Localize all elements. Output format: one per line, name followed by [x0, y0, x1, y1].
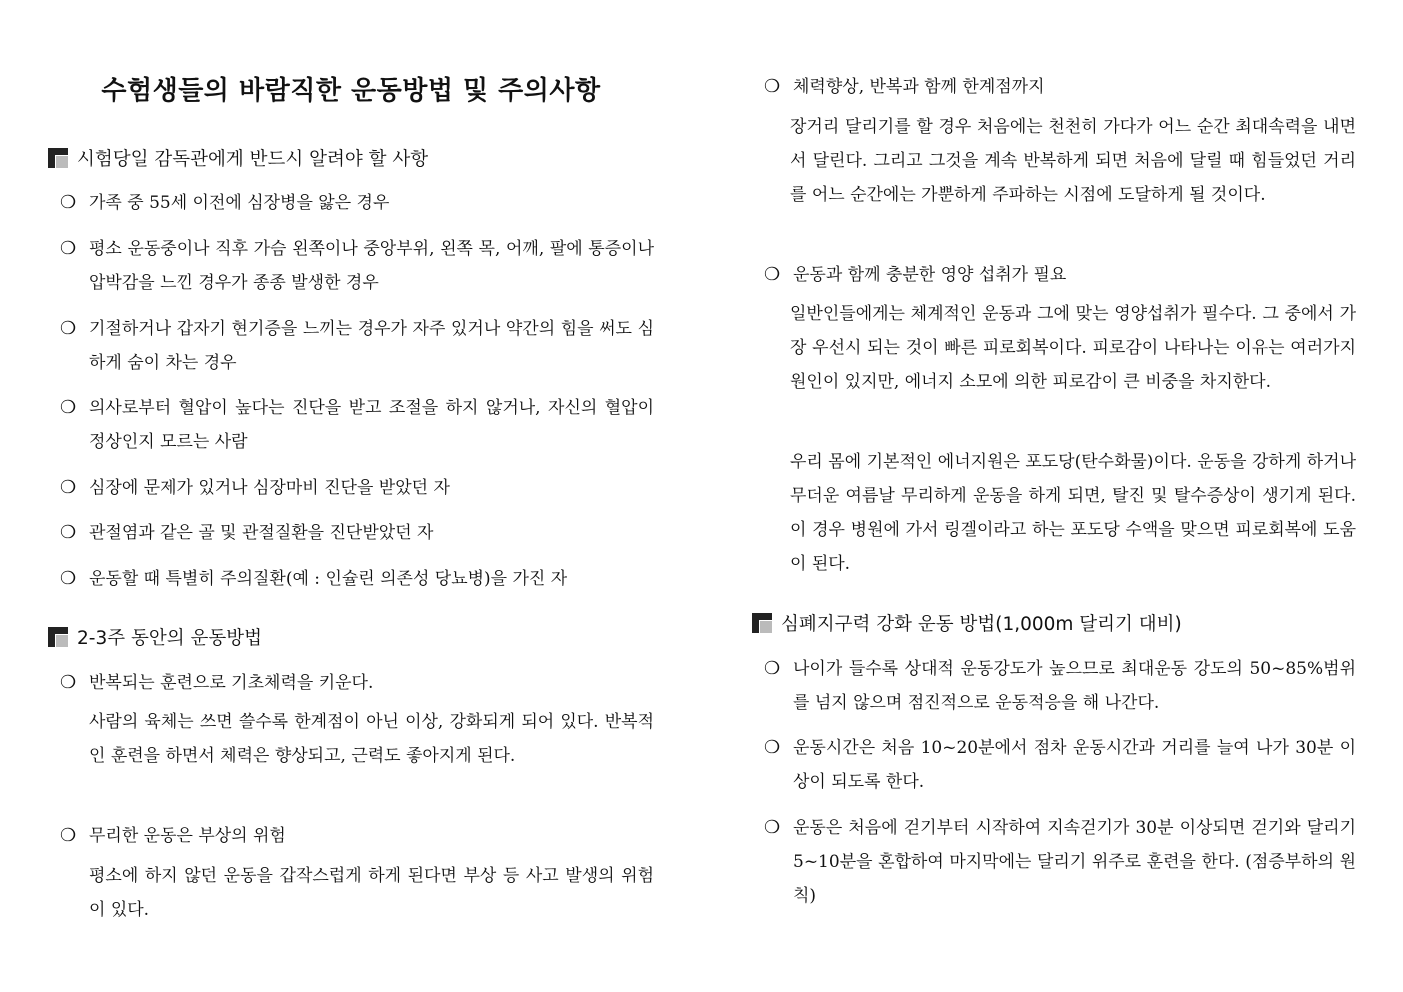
square-bullet-icon [48, 148, 68, 168]
list-item [764, 652, 1356, 720]
list-item-text: 운동할 때 특별히 주의질환(예 : 인슐린 의존성 당뇨병)을 가진 자 [89, 569, 568, 589]
list-item-text: 심장에 문제가 있거나 심장마비 진단을 받았던 자 [89, 478, 450, 498]
list-item [60, 232, 654, 300]
circle-bullet-icon: ❍ [60, 825, 77, 846]
list-item-text: 운동시간은 처음 10~20분에서 점차 운동시간과 거리를 늘여 나가 30분 이상이 되도록 한다. [793, 738, 1356, 792]
list-item-title: 반복되는 훈련으로 기초체력을 키운다. [89, 673, 374, 693]
list-item [60, 666, 654, 700]
list-item [60, 312, 654, 380]
circle-bullet-icon: ❍ [60, 318, 77, 339]
circle-bullet-icon: ❍ [60, 192, 77, 213]
list-item [764, 258, 1356, 292]
list-item-title: 체력향상, 반복과 함께 한계점까지 [793, 77, 1045, 97]
section-heading-exam-day [48, 145, 428, 171]
section-heading-text: 시험당일 감독관에게 반드시 알려야 할 사항 [77, 149, 429, 170]
circle-bullet-icon: ❍ [764, 817, 781, 838]
list-item [60, 819, 654, 853]
list-item [764, 731, 1356, 799]
circle-bullet-icon: ❍ [60, 522, 77, 543]
section-heading-cardio [752, 610, 1182, 636]
circle-bullet-icon: ❍ [764, 76, 781, 97]
circle-bullet-icon: ❍ [764, 737, 781, 758]
list-item-text: 나이가 들수록 상대적 운동강도가 높으므로 최대운동 강도의 50~85%범위를 넘지 않으며 점진적으로 운동적응을 해 나간다. [793, 659, 1356, 713]
list-item-text: 가족 중 55세 이전에 심장병을 앓은 경우 [89, 193, 390, 213]
list-item [764, 811, 1356, 913]
list-item-text: 기절하거나 갑자기 현기증을 느끼는 경우가 자주 있거나 약간의 힘을 써도 심하게 숨이 차는 경우 [89, 319, 654, 373]
circle-bullet-icon: ❍ [764, 264, 781, 285]
section-heading-text: 심폐지구력 강화 운동 방법(1,000m 달리기 대비) [781, 614, 1182, 635]
paragraph: 일반인들에게는 체계적인 운동과 그에 맞는 영양섭취가 필수다. 그 중에서 가장 우선시 되는 것이 빠른 피로회복이다. 피로감이 나타나는 이유는 여러가지 원인이 있지만, 에너지 소모에 의한 피로감이 큰 비중을 차지한다. [790, 304, 1356, 392]
list-item-text: 운동은 처음에 걷기부터 시작하여 지속걷기가 30분 이상되면 걷기와 달리기 5~10분을 혼합하여 마지막에는 달리기 위주로 훈련을 한다. (점증부하의 원칙) [793, 818, 1356, 906]
list-item-title: 무리한 운동은 부상의 위험 [89, 826, 286, 846]
list-item [60, 391, 654, 459]
circle-bullet-icon: ❍ [60, 477, 77, 498]
list-item [764, 70, 1356, 104]
circle-bullet-icon: ❍ [764, 658, 781, 679]
square-bullet-icon [752, 613, 772, 633]
list-item [60, 471, 654, 505]
list-item [60, 186, 654, 220]
circle-bullet-icon: ❍ [60, 672, 77, 693]
paragraph: 장거리 달리기를 할 경우 처음에는 천천히 가다가 어느 순간 최대속력을 내면서 달린다. 그리고 그것을 계속 반복하게 되면 처음에 달릴 때 힘들었던 거리를 어느 순간에는 가뿐하게 주파하는 시점에 도달하게 될 것이다. [790, 117, 1356, 205]
list-item-text: 의사로부터 혈압이 높다는 진단을 받고 조절을 하지 않거나, 자신의 혈압이 정상인지 모르는 사람 [89, 398, 654, 452]
paragraph: 우리 몸에 기본적인 에너지원은 포도당(탄수화물)이다. 운동을 강하게 하거나 무더운 여름날 무리하게 운동을 하게 되면, 탈진 및 탈수증상이 생기게 된다. 이 경우 병원에 가서 링겔이라고 하는 포도당 수액을 맞으면 피로회복에 도움이 된다. [790, 452, 1356, 574]
paragraph: 사람의 육체는 쓰면 쓸수록 한계점이 아닌 이상, 강화되게 되어 있다. 반복적인 훈련을 하면서 체력은 향상되고, 근력도 좋아지게 된다. [89, 712, 654, 766]
square-bullet-icon [48, 627, 68, 647]
section-heading-training [48, 624, 262, 650]
page-title: 수험생들의 바람직한 운동방법 및 주의사항 [101, 76, 601, 106]
list-item-title: 운동과 함께 충분한 영양 섭취가 필요 [793, 265, 1067, 285]
list-item-text: 평소 운동중이나 직후 가슴 왼쪽이나 중앙부위, 왼쪽 목, 어깨, 팔에 통증이나 압박감을 느낀 경우가 종종 발생한 경우 [89, 239, 654, 293]
section-heading-text: 2-3주 동안의 운동방법 [77, 628, 262, 649]
list-item [60, 516, 654, 550]
list-item-text: 관절염과 같은 골 및 관절질환을 진단받았던 자 [89, 523, 434, 543]
circle-bullet-icon: ❍ [60, 397, 77, 418]
circle-bullet-icon: ❍ [60, 238, 77, 259]
circle-bullet-icon: ❍ [60, 568, 77, 589]
paragraph: 평소에 하지 않던 운동을 갑작스럽게 하게 된다면 부상 등 사고 발생의 위험이 있다. [89, 866, 654, 920]
list-item [60, 562, 654, 596]
